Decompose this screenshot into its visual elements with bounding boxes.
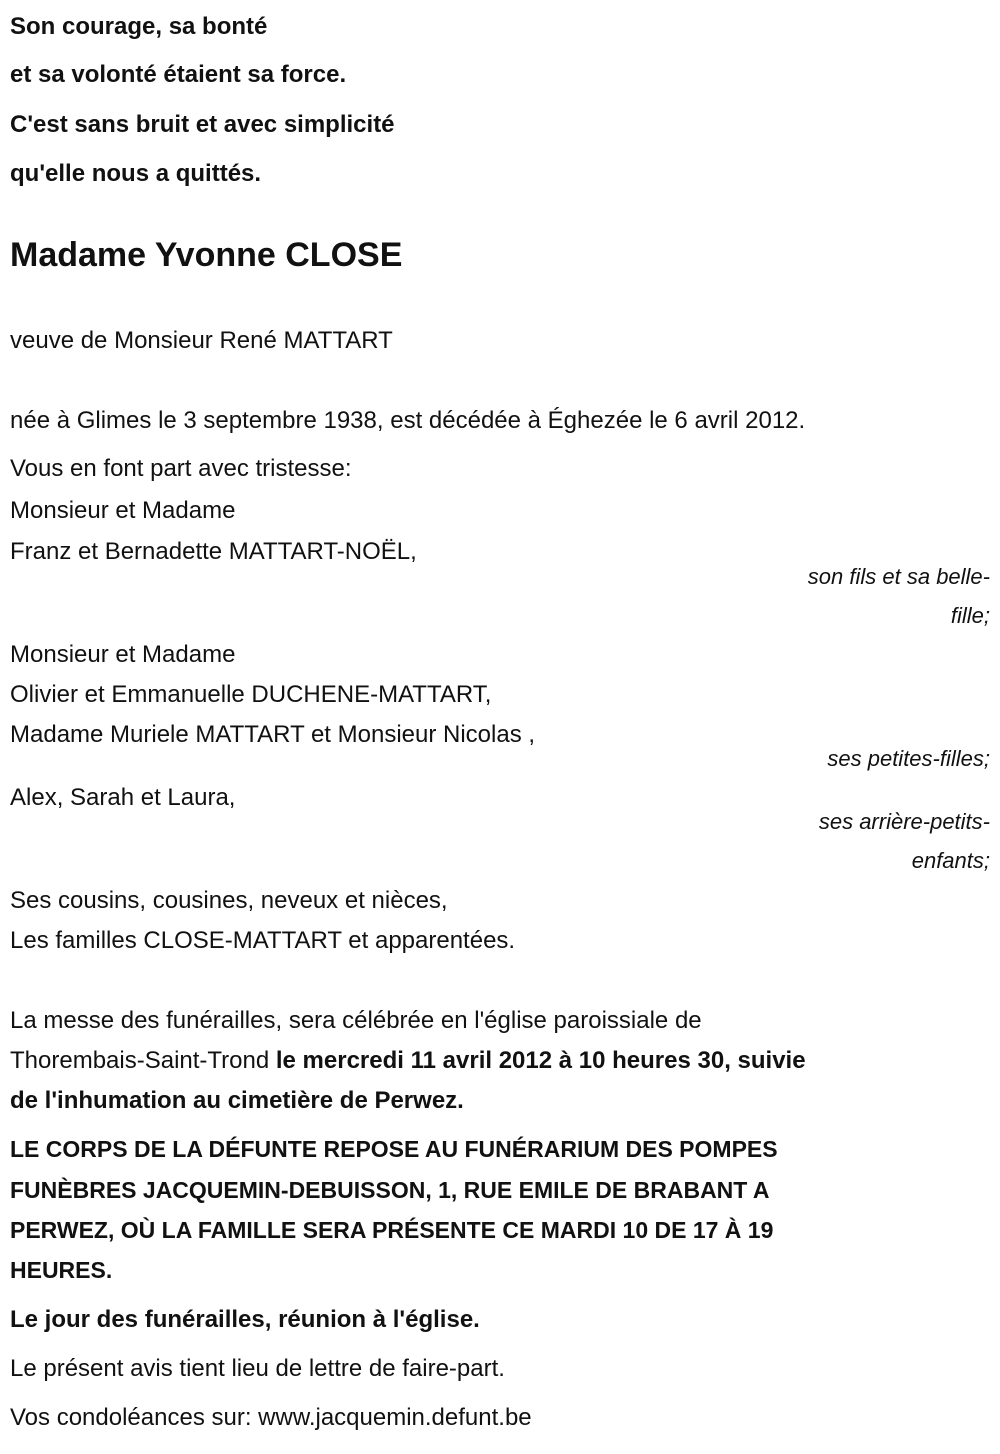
family-line: Franz et Bernadette MATTART-NOËL, xyxy=(10,538,417,565)
poem-line: et sa volonté étaient sa force. xyxy=(10,61,347,88)
condolences-label: Vos condoléances sur: xyxy=(10,1404,259,1431)
funerarium-line: PERWEZ, OÙ LA FAMILLE SERA PRÉSENTE CE MARDI 10 DE 17 À 19 xyxy=(10,1217,774,1243)
mass-line: de l'inhumation au cimetière de Perwez. xyxy=(10,1087,464,1114)
condolences-link[interactable]: www.jacquemin.defunt.be xyxy=(258,1404,532,1431)
family-line: Monsieur et Madame xyxy=(10,641,236,668)
mass-line xyxy=(10,1046,806,1076)
family-line: Alex, Sarah et Laura, xyxy=(10,784,236,811)
widow-of: veuve de Monsieur René MATTART xyxy=(10,327,393,354)
funerarium-line: FUNÈBRES JACQUEMIN-DEBUISSON, 1, RUE EMILE DE BRABANT A xyxy=(10,1177,770,1203)
relation-label: fille; xyxy=(950,603,990,628)
notice: Le présent avis tient lieu de lettre de faire-part. xyxy=(10,1355,505,1382)
birth-death: née à Glimes le 3 septembre 1938, est décédée à Éghezée le 6 avril 2012. xyxy=(10,407,806,434)
relation-label: enfants; xyxy=(911,848,990,873)
poem-line: Son courage, sa bonté xyxy=(10,13,268,40)
condolences xyxy=(10,1403,532,1433)
funerarium-line: LE CORPS DE LA DÉFUNTE REPOSE AU FUNÉRARIUM DES POMPES xyxy=(10,1136,778,1162)
poem-line: C'est sans bruit et avec simplicité xyxy=(10,111,395,138)
family-line: Les familles CLOSE-MATTART et apparentées. xyxy=(10,927,516,954)
mass-date: le mercredi 11 avril 2012 à 10 heures 30, suivie xyxy=(275,1047,806,1074)
mass-place: Thorembais-Saint-Trond xyxy=(10,1047,276,1074)
deceased-name: Madame Yvonne CLOSE xyxy=(10,236,403,274)
intro: Vous en font part avec tristesse: xyxy=(10,455,352,482)
funerarium-line: HEURES. xyxy=(10,1257,113,1283)
family-line: Ses cousins, cousines, neveux et nièces, xyxy=(10,887,448,914)
family-line: Olivier et Emmanuelle DUCHENE-MATTART, xyxy=(10,681,492,708)
relation-label: son fils et sa belle- xyxy=(807,564,990,589)
relation-label: ses arrière-petits- xyxy=(818,809,990,834)
relation-label: ses petites-filles; xyxy=(827,746,990,771)
meeting: Le jour des funérailles, réunion à l'église. xyxy=(10,1306,480,1333)
poem-line: qu'elle nous a quittés. xyxy=(10,160,262,187)
family-line: Madame Muriele MATTART et Monsieur Nicolas , xyxy=(10,721,536,748)
mass-line: La messe des funérailles, sera célébrée en l'église paroissiale de xyxy=(10,1007,702,1034)
family-line: Monsieur et Madame xyxy=(10,497,236,524)
